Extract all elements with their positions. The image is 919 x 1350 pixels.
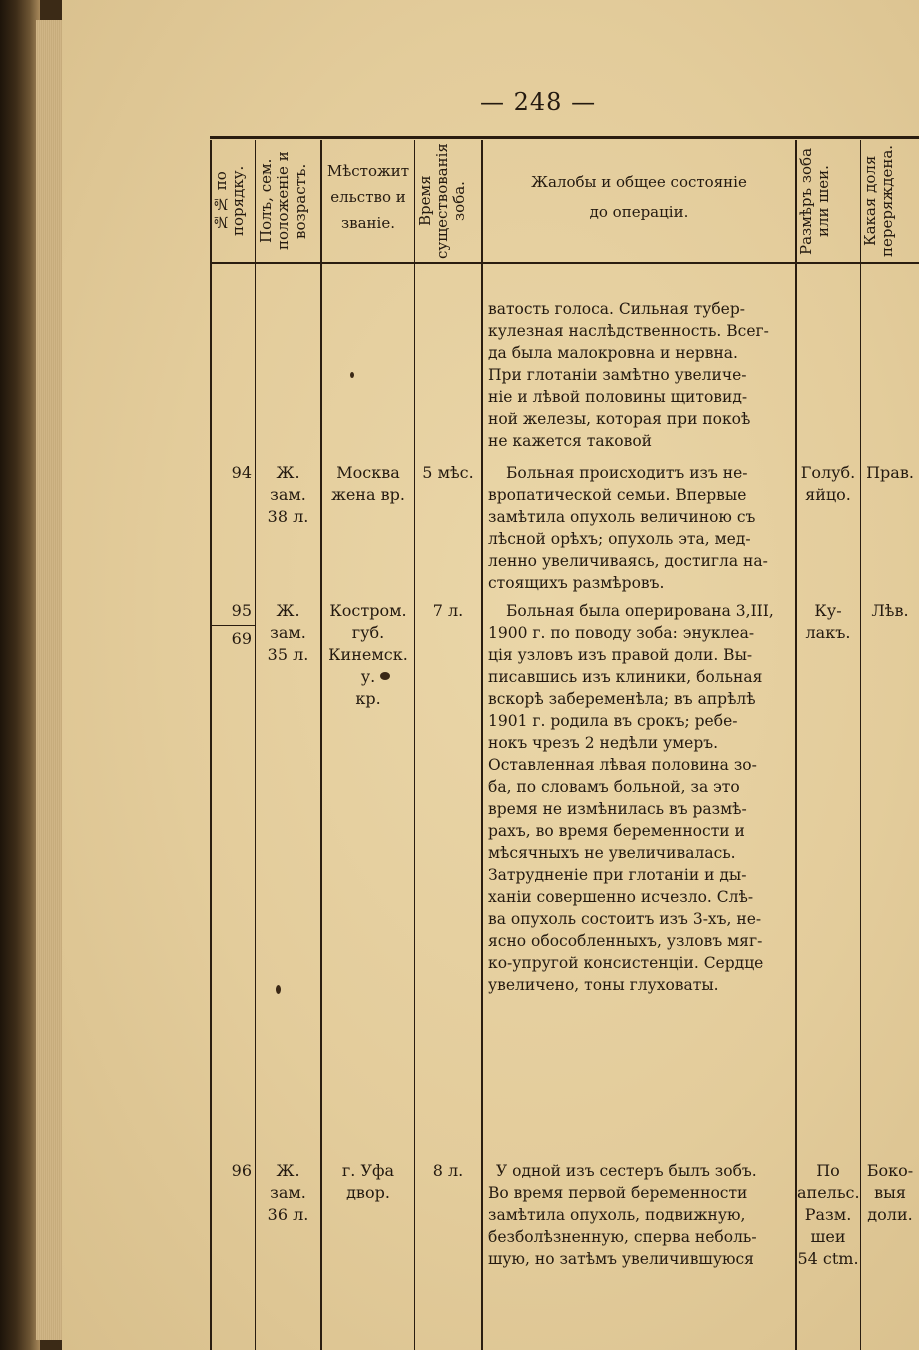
- sex: Ж.: [276, 601, 300, 620]
- sex: Ж.: [276, 463, 300, 482]
- ink-blot: [276, 985, 281, 994]
- size-line: 54 ctm.: [797, 1249, 859, 1268]
- row-size: [797, 462, 859, 506]
- text-line: ко-упругой консистенціи. Сердце: [488, 954, 764, 972]
- header-lobe: Какая доля переряждена.: [861, 144, 896, 258]
- text-line: Во время первой беременности: [488, 1184, 748, 1202]
- row-number: 96: [231, 1161, 252, 1180]
- table-top-rule: [210, 136, 919, 139]
- lobe-line: Боко-: [866, 1161, 914, 1180]
- column-line: [255, 140, 256, 1350]
- row-number-secondary: 69: [231, 629, 252, 648]
- column-line: [481, 140, 483, 1350]
- row-number: 95: [231, 601, 252, 620]
- size-line: яйцо.: [805, 485, 851, 504]
- text-line: Больная происходитъ изъ не-: [506, 464, 748, 482]
- row-size: [797, 600, 859, 644]
- row-residence: [322, 600, 414, 710]
- lobe-line: доли.: [867, 1205, 913, 1224]
- header-bottom-rule: [210, 262, 919, 264]
- ink-blot: [350, 372, 354, 378]
- text-line: ція узловъ изъ правой доли. Вы-: [488, 646, 753, 664]
- book-spine: [0, 0, 40, 1350]
- text-line: не кажется таковой: [488, 432, 652, 450]
- row-lobe: Лѣв.: [871, 601, 909, 620]
- row-number: 94: [231, 463, 252, 482]
- header-duration: Время существованія зоба.: [416, 143, 468, 259]
- marital-status: зам.: [270, 623, 306, 642]
- marital-status: зам.: [270, 485, 306, 504]
- row-lobe: Прав.: [866, 463, 914, 482]
- size-line: По: [816, 1161, 840, 1180]
- residence-line: Кинемск.: [328, 645, 408, 664]
- row-sex-age: [257, 600, 319, 666]
- row-complaints: [488, 600, 792, 996]
- text-line: лѣсной орѣхъ; опухоль эта, мед-: [488, 530, 751, 548]
- header-size: Размѣръ зоба или шеи.: [797, 147, 832, 255]
- header-residence: Мѣстожительство и званіе.: [326, 162, 410, 232]
- row-residence: [322, 462, 414, 506]
- header-complaints-line2: до операціи.: [589, 203, 689, 221]
- continuation-text: [488, 298, 792, 452]
- text-line: увеличено, тоны глуховаты.: [488, 976, 719, 994]
- text-line: 1901 г. родила въ срокъ; ребе-: [488, 712, 738, 730]
- text-line: шую, но затѣмъ увеличившуюся: [488, 1250, 754, 1268]
- size-line: апельс.: [797, 1183, 860, 1202]
- row-size: [797, 1160, 859, 1270]
- residence-line: кр.: [355, 689, 381, 708]
- size-line: лакъ.: [805, 623, 851, 642]
- row-duration: 5 мѣс.: [422, 463, 474, 482]
- text-line: ба, по словамъ больной, за это: [488, 778, 740, 796]
- age: 35 л.: [267, 645, 309, 664]
- header-sex-age: Полъ, сем. положеніе и возрастъ.: [257, 151, 309, 251]
- number-divider: [210, 625, 256, 626]
- text-line: Затрудненіе при глотаніи и ды-: [488, 866, 747, 884]
- row-residence: [322, 1160, 414, 1204]
- row-sex-age: [257, 462, 319, 528]
- lobe-line: выя: [874, 1183, 906, 1202]
- text-line: кулезная наслѣдственность. Всег-: [488, 322, 769, 340]
- size-line: Разм.: [804, 1205, 852, 1224]
- text-line: Больная была оперирована 3,III,: [506, 602, 774, 620]
- text-line: писавшись изъ клиники, больная: [488, 668, 763, 686]
- text-line: ясно обособленныхъ, узловъ мяг-: [488, 932, 763, 950]
- residence-line: двор.: [346, 1183, 390, 1202]
- text-line: замѣтила опухоль величиною съ: [488, 508, 756, 526]
- row-complaints: [488, 1160, 792, 1270]
- text-line: нокъ чрезъ 2 недѣли умеръ.: [488, 734, 719, 752]
- text-line: Оставленная лѣвая половина зо-: [488, 756, 757, 774]
- ink-blot: [380, 672, 390, 680]
- marital-status: зам.: [270, 1183, 306, 1202]
- text-line: да была малокровна и нервна.: [488, 344, 738, 362]
- size-line: Ку-: [814, 601, 842, 620]
- row-duration: 8 л.: [432, 1161, 464, 1180]
- row-complaints: [488, 462, 792, 594]
- residence-line: Москва: [336, 463, 400, 482]
- text-line: ханіи совершенно исчезло. Слѣ-: [488, 888, 754, 906]
- column-line: [414, 140, 415, 1350]
- age: 36 л.: [267, 1205, 309, 1224]
- text-line: вропатической семьи. Впервые: [488, 486, 747, 504]
- text-line: стоящихъ размѣровъ.: [488, 574, 665, 592]
- text-line: ленно увеличиваясь, достигла на-: [488, 552, 768, 570]
- text-line: ватость голоса. Сильная тубер-: [488, 300, 746, 318]
- residence-line: жена вр.: [331, 485, 405, 504]
- age: 38 л.: [267, 507, 309, 526]
- text-line: рахъ, во время беременности и: [488, 822, 745, 840]
- column-line: [860, 140, 861, 1350]
- residence-line: г. Уфа: [341, 1161, 395, 1180]
- header-complaints-line1: Жалобы и общее состояніе: [531, 173, 747, 191]
- page-number: — 248 —: [480, 88, 597, 116]
- residence-line: губ.: [351, 623, 385, 642]
- size-line: Голуб.: [800, 463, 856, 482]
- text-line: ніе и лѣвой половины щитовид-: [488, 388, 748, 406]
- text-line: замѣтила опухоль, подвижную,: [488, 1206, 746, 1224]
- text-line: безболѣзненную, сперва неболь-: [488, 1228, 757, 1246]
- row-sex-age: [257, 1160, 319, 1226]
- text-line: мѣсячныхъ не увеличивалась.: [488, 844, 736, 862]
- sex: Ж.: [276, 1161, 300, 1180]
- residence-line: Костром.: [329, 601, 407, 620]
- header-complaints: [486, 170, 792, 224]
- size-line: шеи: [810, 1227, 846, 1246]
- text-line: время не измѣнилась въ размѣ-: [488, 800, 747, 818]
- row-duration: 7 л.: [432, 601, 464, 620]
- text-line: У одной изъ сестеръ былъ зобъ.: [496, 1162, 757, 1180]
- text-line: При глотаніи замѣтно увеличе-: [488, 366, 747, 384]
- text-line: ной железы, которая при покоѣ: [488, 410, 751, 428]
- row-lobe: [862, 1160, 918, 1226]
- text-line: вскорѣ забеременѣла; въ апрѣлѣ: [488, 690, 756, 708]
- text-line: 1900 г. по поводу зоба: энуклеа-: [488, 624, 755, 642]
- residence-line: у.: [360, 667, 376, 686]
- text-line: ва опухоль состоитъ изъ 3-хъ, не-: [488, 910, 762, 928]
- header-number: №№ по порядку.: [212, 165, 247, 237]
